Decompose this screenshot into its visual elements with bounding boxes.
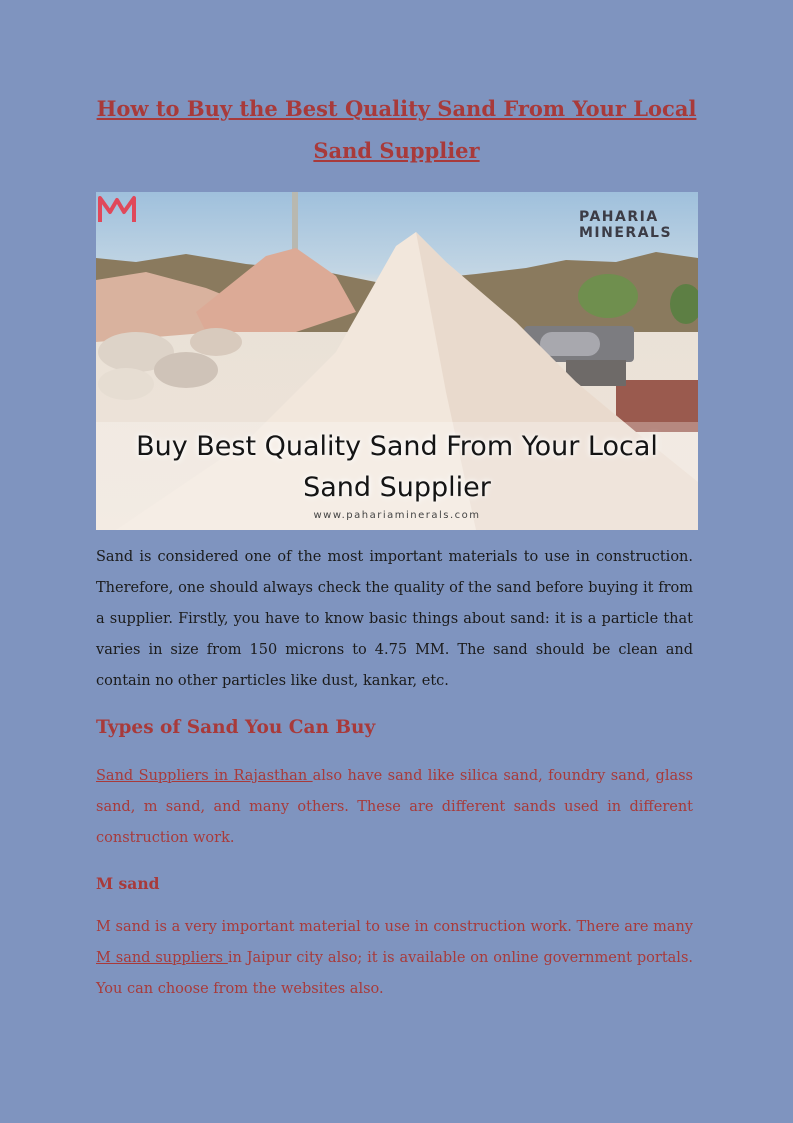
title-line-1: How to Buy the Best Quality Sand From Your Local [96,96,697,121]
msand-heading: M sand [96,874,160,893]
paharia-logo-icon [96,192,138,226]
logo-wordmark [579,209,672,241]
types-text: also have sand like silica sand, foundry sand, glass sand, m sand, and many others. These are different sands used in different construction work. [96,768,693,846]
hero-url: www.pahariaminerals.com [313,510,481,521]
hero-caption [96,426,698,508]
sand-suppliers-rajasthan-link[interactable]: Sand Suppliers in Rajasthan [96,768,313,784]
types-paragraph [96,761,693,854]
hero-caption-line-1: Buy Best Quality Sand From Your Local [136,431,658,462]
page-title [96,88,697,172]
types-heading: Types of Sand You Can Buy [96,717,376,738]
msand-text-before: M sand is a very important material to use in construction work. There are many [96,919,693,935]
hero-caption-line-2: Sand Supplier [303,472,491,503]
msand-paragraph [96,912,693,1005]
title-line-2: Sand Supplier [313,138,480,163]
logo-line-1: PAHARIA [579,209,659,225]
msand-suppliers-link[interactable]: M sand suppliers [96,950,228,966]
msand-text-after: in Jaipur city also; it is available on online government portals. You can choose from the websites also. [96,950,693,997]
logo-line-2: MINERALS [579,225,673,241]
intro-paragraph: Sand is considered one of the most important materials to use in construction. Therefore, one should always check the quality of the sand before buying it from a supplier. Firstly, you have to know basic things about sand: it is a particle that varies in size from 150 microns to 4.75 MM. The sand should be clean and contain no other particles like dust, kankar, etc. [96,549,693,689]
hero-image [96,192,698,530]
